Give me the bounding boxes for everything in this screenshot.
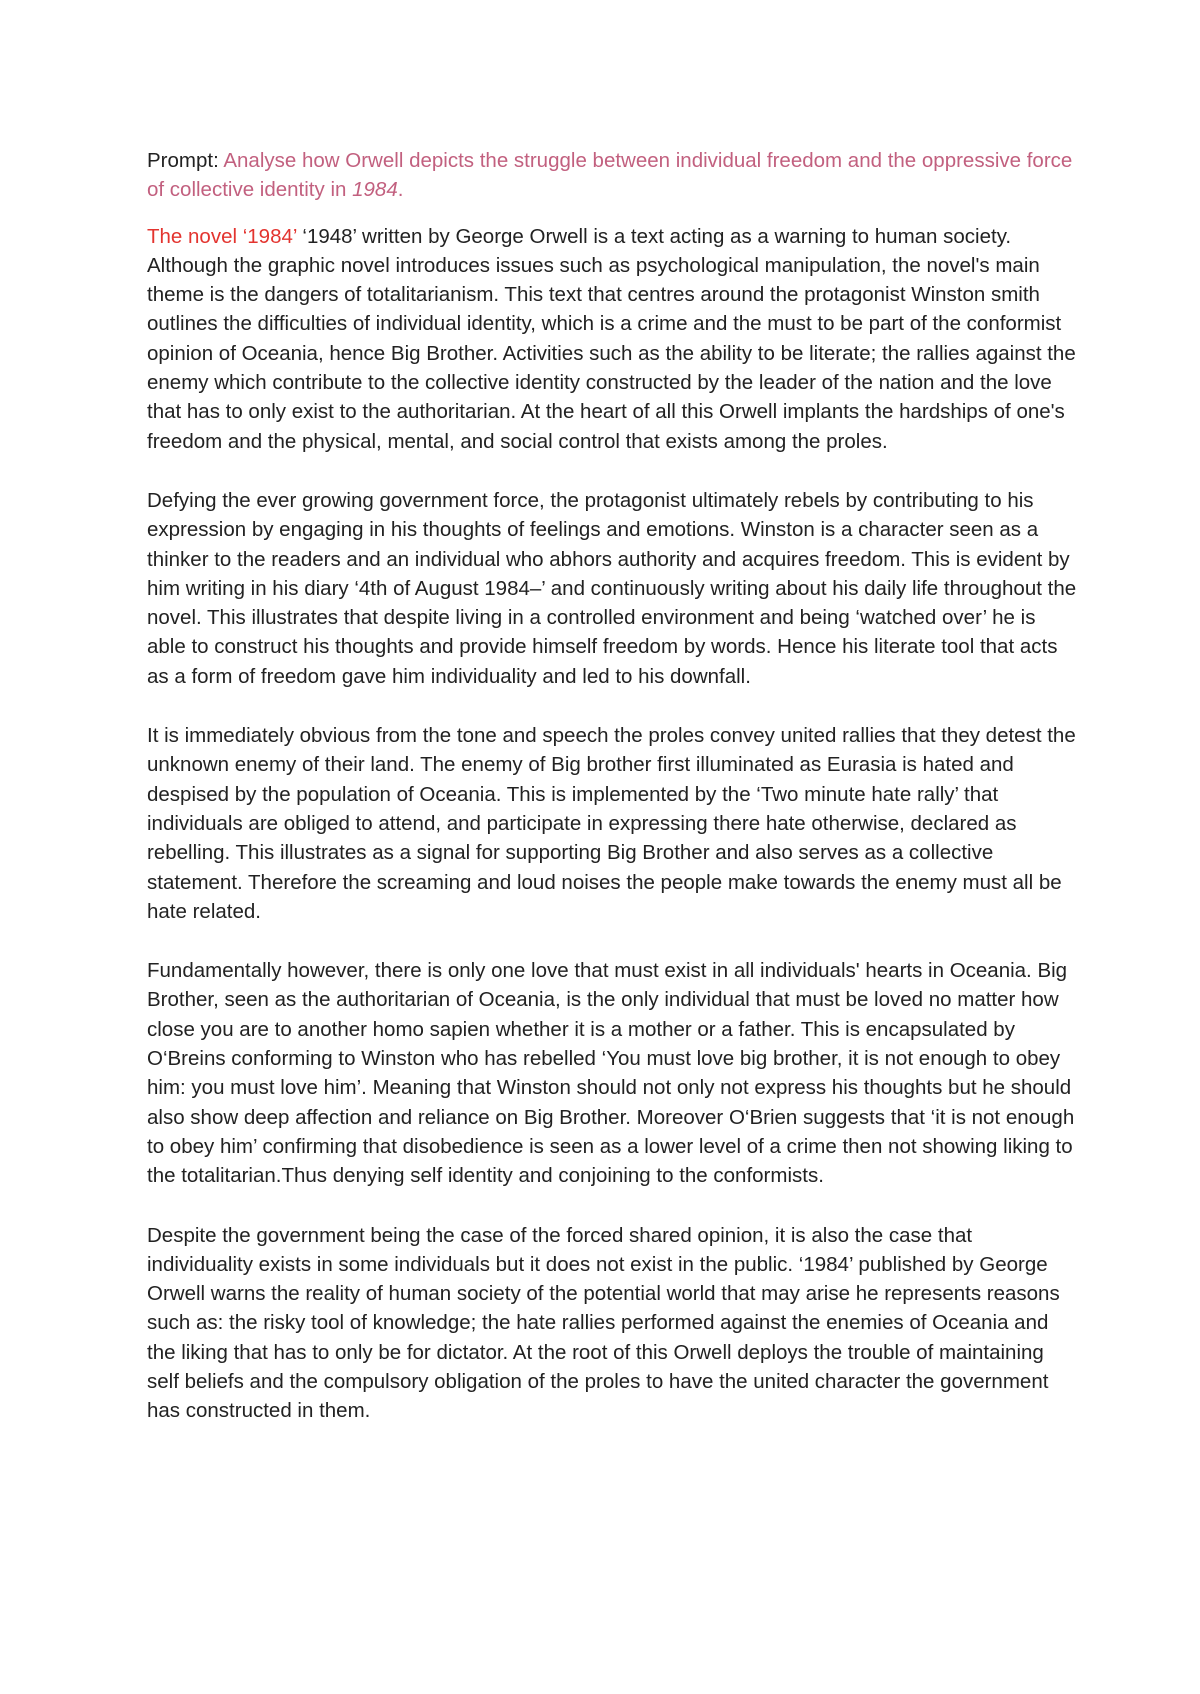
prompt-label: Prompt:: [147, 149, 219, 172]
prompt-book-title: 1984: [352, 178, 398, 202]
paragraph-body-1: Defying the ever growing government force, the protagonist ultimately rebels by contributing to his expression by engaging in his thoughts of feelings and emotions. Winston is a character seen as a thinker to the readers and an individual who abhors authority and acquires freedom. This is evident by him writing in his diary ‘4th of August 1984–’ and continuously writing about his daily life throughout the novel. This illustrates that despite living in a controlled environment and being ‘watched over’ he is able to construct his thoughts and provide himself freedom by words. Hence his literate tool that acts as a form of freedom gave him individuality and led to his downfall.: [147, 488, 1077, 688]
document-page: [147, 146, 1077, 1456]
paragraph-body-2: It is immediately obvious from the tone and speech the proles convey united rallies that they detest the unknown enemy of their land. The enemy of Big brother first illuminated as Eurasia is hated and despised by the population of Oceania. This is implemented by the ‘Two minute hate rally’ that individuals are obliged to attend, and participate in expressing there hate otherwise, declared as rebelling. This illustrates as a signal for supporting Big Brother and also serves as a collective statement. Therefore the screaming and loud noises the people make towards the enemy must all be hate related.: [147, 724, 1076, 923]
prompt-text-after: .: [397, 178, 404, 202]
intro-highlight: The novel ‘1984’: [147, 224, 297, 248]
intro-text: ‘1948’ written by George Orwell is a text acting as a warning to human society. Although the graphic novel introduces issues such as psychological manipulation, the novel's main theme is the dangers of totalitarianism. This text that centres around the protagonist Winston smith outlines the difficulties of individual identity, which is a crime and the must to be part of the conformist opinion of Oceania, hence Big Brother. Activities such as the ability to be literate; the rallies against the enemy which contribute to the collective identity constructed by the leader of the nation and the love that has to only exist to the authoritarian. At the heart of all this Orwell implants the hardships of one's freedom and the physical, mental, and social control that exists among the proles.: [147, 224, 1076, 453]
prompt-text-before: Analyse how Orwell depicts the struggle between individual freedom and the oppressive force of collective identity in: [147, 149, 1073, 202]
paragraph-introduction: [147, 222, 1077, 456]
paragraph-conclusion: Despite the government being the case of the forced shared opinion, it is also the case that individuality exists in some individuals but it does not exist in the public. ‘1984’ published by George Orwell warns the reality of human society of the potential world that may arise he represents reasons such as: the risky tool of knowledge; the hate rallies performed against the enemies of Oceania and the liking that has to only be for dictator. At the root of this Orwell deploys the trouble of maintaining self beliefs and the compulsory obligation of the proles to have the united character the government has constructed in them.: [147, 1223, 1060, 1423]
paragraph-body-3: Fundamentally however, there is only one love that must exist in all individuals' hearts in Oceania. Big Brother, seen as the authoritarian of Oceania, is the only individual that must be loved no matter how close you are to another homo sapien whether it is a mother or a father. This is encapsulated by O‘Breins conforming to Winston who has rebelled ‘You must love big brother, it is not enough to obey him: you must love him’. Meaning that Winston should not only not express his thoughts but he should also show deep affection and reliance on Big Brother. Moreover O‘Brien suggests that ‘it is not enough to obey him’ confirming that disobedience is seen as a lower level of a crime then not showing liking to the totalitarian.Thus denying self identity and conjoining to the conformists.: [147, 959, 1075, 1188]
prompt-text: [147, 149, 1072, 201]
essay-prompt: [147, 146, 1077, 205]
